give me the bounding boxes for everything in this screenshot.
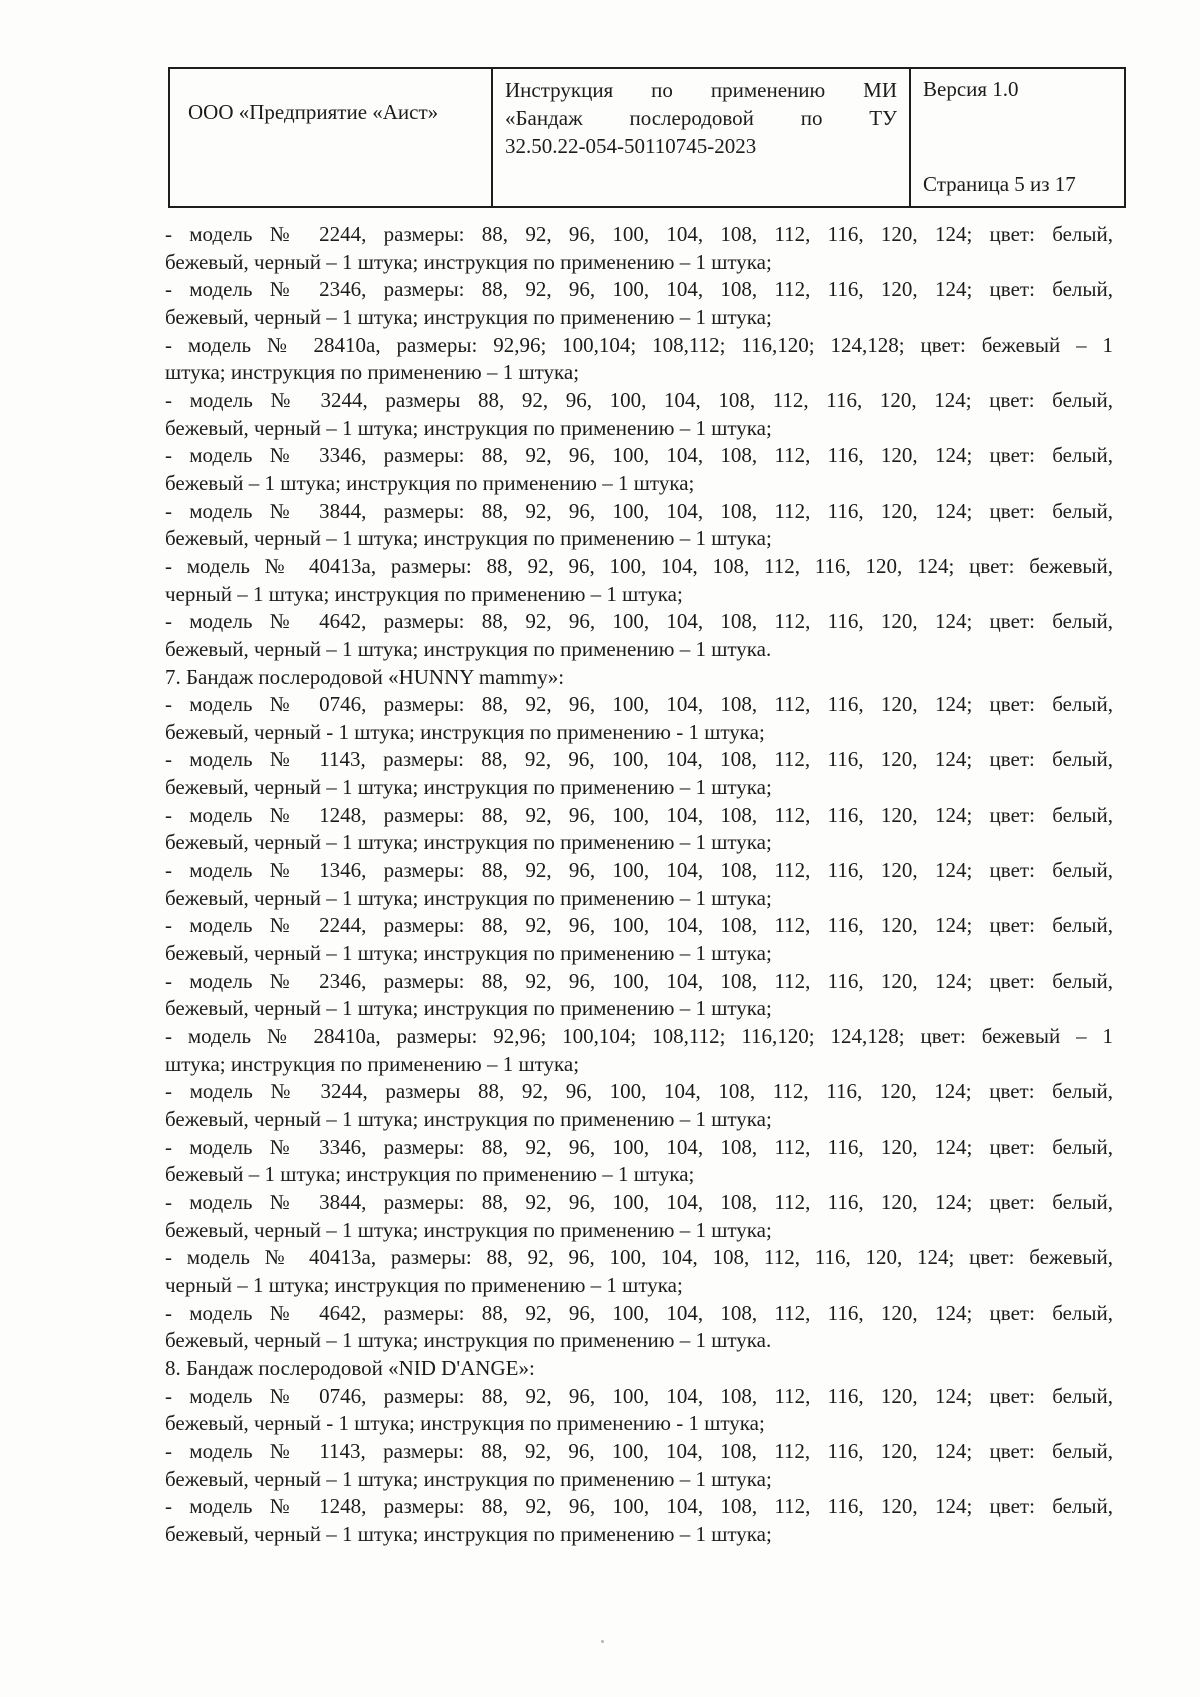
text-line: Инструкция по применению МИ xyxy=(505,78,897,102)
scan-speck xyxy=(601,1640,604,1643)
paragraph xyxy=(165,968,1113,1023)
text-line: бежевый, черный – 1 штука; инструкция по применению – 1 штука; xyxy=(165,830,772,855)
text-line: - модель № 2244, размеры: 88, 92, 96, 100, 104, 108, 112, 116, 120, 124; цвет: белый, xyxy=(165,222,1113,246)
paragraph xyxy=(165,553,1113,608)
paragraph xyxy=(165,498,1113,553)
text-line: - модель № 1346, размеры: 88, 92, 96, 100, 104, 108, 112, 116, 120, 124; цвет: белый, xyxy=(165,858,1113,883)
text-line: бежевый, черный – 1 штука; инструкция по применению – 1 штука; xyxy=(165,1107,772,1131)
text-line: - модель № 4642, размеры: 88, 92, 96, 100, 104, 108, 112, 116, 120, 124; цвет: белый, xyxy=(165,609,1113,634)
paragraph xyxy=(165,664,1113,692)
text-line: бежевый, черный – 1 штука; инструкция по применению – 1 штука. xyxy=(165,1328,772,1353)
company-name: ООО «Предприятие «Аист» xyxy=(188,100,439,124)
text-line: штука; инструкция по применению – 1 штука; xyxy=(165,360,580,385)
paragraph xyxy=(165,1383,1113,1438)
text-line: - модель № 0746, размеры: 88, 92, 96, 100, 104, 108, 112, 116, 120, 124; цвет: белый, xyxy=(165,1383,1113,1408)
text-line: - модель № 3346, размеры: 88, 92, 96, 100, 104, 108, 112, 116, 120, 124; цвет: белый, xyxy=(165,1134,1113,1159)
text-line: - модель № 3844, размеры: 88, 92, 96, 100, 104, 108, 112, 116, 120, 124; цвет: белый, xyxy=(165,1189,1113,1214)
text-line: - модель № 4642, размеры: 88, 92, 96, 100, 104, 108, 112, 116, 120, 124; цвет: белый, xyxy=(165,1300,1113,1325)
text-line: - модель № 2346, размеры: 88, 92, 96, 100, 104, 108, 112, 116, 120, 124; цвет: белый, xyxy=(165,968,1113,993)
text-line: 7. Бандаж послеродовой «HUNNY mammy»: xyxy=(165,664,565,689)
text-line: - модель № 0746, размеры: 88, 92, 96, 100, 104, 108, 112, 116, 120, 124; цвет: белый, xyxy=(165,692,1113,717)
text-line: - модель № 40413а, размеры: 88, 92, 96, 100, 104, 108, 112, 116, 120, 124; цвет: бежевый, xyxy=(165,553,1113,578)
paragraph xyxy=(165,1300,1113,1355)
text-line: - модель № 1248, размеры: 88, 92, 96, 100, 104, 108, 112, 116, 120, 124; цвет: белый, xyxy=(165,802,1113,827)
text-line: - модель № 28410а, размеры: 92,96; 100,104; 108,112; 116,120; 124,128; цвет: бежевый – 1 xyxy=(165,332,1113,357)
text-line: бежевый, черный – 1 штука; инструкция по применению – 1 штука; xyxy=(165,885,772,910)
version-label: Версия 1.0 xyxy=(923,77,1019,101)
text-line: - модель № 3346, размеры: 88, 92, 96, 100, 104, 108, 112, 116, 120, 124; цвет: белый, xyxy=(165,443,1113,468)
text-line: - модель № 3844, размеры: 88, 92, 96, 100, 104, 108, 112, 116, 120, 124; цвет: белый, xyxy=(165,498,1113,523)
text-line: - модель № 1248, размеры: 88, 92, 96, 100, 104, 108, 112, 116, 120, 124; цвет: белый, xyxy=(165,1494,1113,1519)
paragraph xyxy=(165,1493,1113,1548)
text-line: бежевый, черный – 1 штука; инструкция по применению – 1 штука; xyxy=(165,1217,772,1242)
paragraph xyxy=(165,276,1113,331)
paragraph xyxy=(165,691,1113,746)
text-line: 32.50.22-054-50110745-2023 xyxy=(505,134,757,158)
text-line: бежевый – 1 штука; инструкция по применению – 1 штука; xyxy=(165,470,695,495)
text-line: черный – 1 штука; инструкция по применению – 1 штука; xyxy=(165,1272,683,1297)
text-line: - модель № 1143, размеры: 88, 92, 96, 100, 104, 108, 112, 116, 120, 124; цвет: белый, xyxy=(165,1438,1113,1463)
paragraph xyxy=(165,1355,1113,1383)
text-line: - модель № 3244, размеры 88, 92, 96, 100, 104, 108, 112, 116, 120, 124; цвет: белый, xyxy=(165,1079,1113,1104)
paragraph xyxy=(165,912,1113,967)
text-line: бежевый, черный – 1 штука; инструкция по применению – 1 штука. xyxy=(165,636,772,661)
paragraph xyxy=(165,608,1113,663)
text-line: бежевый, черный – 1 штука; инструкция по применению – 1 штука; xyxy=(165,526,772,551)
paragraph xyxy=(165,332,1113,387)
doc-title-cell xyxy=(491,69,909,206)
text-line: - модель № 2346, размеры: 88, 92, 96, 100, 104, 108, 112, 116, 120, 124; цвет: белый, xyxy=(165,277,1113,302)
text-line: бежевый, черный – 1 штука; инструкция по применению – 1 штука; xyxy=(165,415,772,440)
text-line: бежевый, черный – 1 штука; инструкция по применению – 1 штука; xyxy=(165,996,772,1021)
paragraph xyxy=(165,1078,1113,1133)
paragraph xyxy=(165,1023,1113,1078)
page-number-label: Страница 5 из 17 xyxy=(923,172,1076,196)
text-line: бежевый, черный – 1 штука; инструкция по применению – 1 штука; xyxy=(165,1521,772,1546)
paragraph xyxy=(165,1189,1113,1244)
text-line: - модель № 28410а, размеры: 92,96; 100,104; 108,112; 116,120; 124,128; цвет: бежевый – 1 xyxy=(165,1024,1113,1049)
paragraph xyxy=(165,387,1113,442)
text-line: черный – 1 штука; инструкция по применению – 1 штука; xyxy=(165,581,683,606)
paragraph xyxy=(165,746,1113,801)
paragraph xyxy=(165,1438,1113,1493)
text-line: - модель № 1143, размеры: 88, 92, 96, 100, 104, 108, 112, 116, 120, 124; цвет: белый, xyxy=(165,747,1113,772)
text-line: - модель № 40413а, размеры: 88, 92, 96, 100, 104, 108, 112, 116, 120, 124; цвет: бежевый, xyxy=(165,1245,1113,1270)
text-line: штука; инструкция по применению – 1 штука; xyxy=(165,1051,580,1076)
text-line: 8. Бандаж послеродовой «NID D'ANGE»: xyxy=(165,1355,535,1380)
paragraph xyxy=(165,802,1113,857)
text-line: бежевый, черный – 1 штука; инструкция по применению – 1 штука; xyxy=(165,1466,772,1491)
text-line: бежевый, черный – 1 штука; инструкция по применению – 1 штука; xyxy=(165,249,772,274)
company-cell xyxy=(170,69,491,206)
text-line: - модель № 2244, размеры: 88, 92, 96, 100, 104, 108, 112, 116, 120, 124; цвет: белый, xyxy=(165,913,1113,938)
text-line: - модель № 3244, размеры 88, 92, 96, 100, 104, 108, 112, 116, 120, 124; цвет: белый, xyxy=(165,387,1113,412)
version-cell xyxy=(909,69,1124,206)
paragraph xyxy=(165,1244,1113,1299)
text-line: бежевый, черный – 1 штука; инструкция по применению – 1 штука; xyxy=(165,775,772,800)
text-line: бежевый – 1 штука; инструкция по применению – 1 штука; xyxy=(165,1162,695,1187)
paragraph xyxy=(505,76,897,160)
paragraph xyxy=(165,442,1113,497)
text-line: «Бандаж послеродовой по ТУ xyxy=(505,106,897,130)
document-header-table xyxy=(168,67,1126,208)
text-line: бежевый, черный – 1 штука; инструкция по применению – 1 штука; xyxy=(165,304,772,329)
body-text xyxy=(165,221,1113,1549)
text-line: бежевый, черный - 1 штука; инструкция по применению - 1 штука; xyxy=(165,1411,765,1436)
paragraph xyxy=(165,221,1113,276)
text-line: бежевый, черный – 1 штука; инструкция по применению – 1 штука; xyxy=(165,941,772,966)
paragraph xyxy=(165,1134,1113,1189)
text-line: бежевый, черный - 1 штука; инструкция по применению - 1 штука; xyxy=(165,719,765,744)
paragraph xyxy=(165,857,1113,912)
